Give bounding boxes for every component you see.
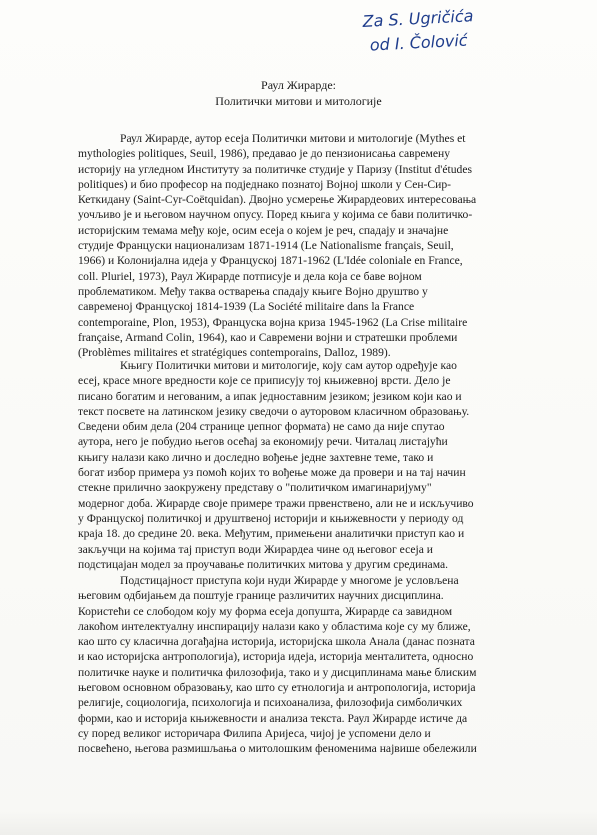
- text-line: Подстицајност приступа који нуди Жирарде у многоме је условљена: [120, 574, 459, 587]
- text-line: студије Француски национализам 1871-1914 (Le Nationalisme français, Seuil,: [78, 239, 454, 253]
- text-line: уочљиво је и његовом научном опусу. Поред књига у којима се бави политичко-: [78, 208, 473, 222]
- scan-edge-shadow: [0, 810, 597, 835]
- handwritten-line-1: Za S. Ugričića: [362, 6, 474, 31]
- text-line: религије, социологија, психологија и психоанализа, филозофија симболичких: [78, 696, 463, 710]
- text-line: Кеткидану (Saint-Cyr-Coëtquidan). Двојно усмерење Жирардеових интересовања: [78, 193, 477, 207]
- text-line: mythologies politiques, Seuil, 1986), предавао је до пензионисања савремену: [78, 147, 451, 161]
- text-line: есеј, красе многе вредности које се приписују тој књижевној врсти. Дело је: [78, 374, 451, 388]
- text-line: 1966) и Колонијална идеја у Француској 1871-1962 (L'Idée coloniale en France,: [78, 254, 463, 268]
- text-line: politiques) и био професор на подједнако познатој Војној школи у Сен-Сир-: [78, 177, 452, 191]
- document-title: [0, 77, 597, 109]
- text-line: текст посвете на латинском језику сведочи о ауторовом класичном образовању.: [78, 404, 470, 418]
- text-line: стекне прилично заокружену представу о "политичком имагинаријуму": [78, 481, 432, 495]
- title-work: Политички митови и митологије: [215, 94, 382, 108]
- text-line: Раул Жирарде, аутор есеја Политички митови и митологије (Mythes et: [120, 132, 466, 145]
- text-line: française, Armand Colin, 1964), као и Савремени војни и стратешки проблеми: [78, 330, 458, 344]
- text-line: закључци на којима тај приступ води Жирардеа чине од његовог есеја и: [78, 542, 433, 556]
- paragraph-2: [78, 358, 534, 572]
- text-line: подстицајан модел за проучавање политичких митова у другим срединама.: [78, 557, 448, 571]
- text-line: као што су класична догађајна историја, историјска школа Анала (данас позната: [78, 635, 475, 649]
- text-line: contemporaine, Plon, 1953), Француска војна криза 1945-1962 (La Crise militaire: [78, 315, 468, 329]
- paragraph-3: [78, 573, 534, 757]
- text-line: су поред великог историчара Филипа Аријеса, чијој је успомени дело и: [78, 726, 431, 740]
- text-line: аутора, него је побудио његов осећај за економију речи. Читалац листајући: [78, 435, 448, 449]
- text-line: посвећено, његова размишљања о митолошким феноменима највише обележили: [78, 742, 477, 756]
- text-line: историју на угледном Институту за политичке студије у Паризу (Institut d'études: [78, 162, 473, 176]
- text-line: Књигу Политички митови и митологије, коју сам аутор одређује као: [120, 359, 457, 372]
- text-line: савременој Француској 1814-1939 (La Société militaire dans la France: [78, 300, 415, 314]
- text-line: богат избор примера уз помоћ којих то вођење може да провери и на тај начин: [78, 466, 466, 480]
- text-line: његовим одбијањем да поштује границе различитих научних дисциплина.: [78, 589, 444, 603]
- text-line: његовом основном образовању, као што су етнологија и антропологија, историја: [78, 681, 476, 695]
- text-line: историјским темама међу које, осим есеја о којем је реч, спадају и значајне: [78, 223, 449, 237]
- text-line: проблематиком. Међу таква остварења спадају књиге Војно друштво у: [78, 284, 428, 298]
- text-line: Сведени обим дела (204 странице џепног формата) не само да није спутао: [78, 420, 445, 434]
- text-line: лакоћом интелектуалну инспирацију налази како у областима које су му ближе,: [78, 619, 471, 633]
- text-line: писано богатим и негованим, а ипак једноставним језиком; језиком који као и: [78, 389, 462, 403]
- handwritten-line-2: od I. Čolović: [369, 30, 469, 55]
- text-line: у Француској политичкој и друштвеној историји и књижевности у периоду од: [78, 511, 464, 525]
- text-line: краја 18. до средине 20. века. Међутим, примењени аналитички приступ као и: [78, 527, 465, 541]
- text-line: Користећи се слободом коју му форма есеја допушта, Жирарде са завидном: [78, 604, 453, 618]
- text-line: политичке науке и политичка филозофија, тако и у дисциплинама мање блиским: [78, 665, 477, 679]
- text-line: модерног доба. Жирарде своје примере тражи првенствено, али не и искључиво: [78, 496, 474, 510]
- paragraph-1: [78, 131, 534, 360]
- text-line: и као историјска антропологија), историја идеја, историја менталитета, односно: [78, 650, 474, 664]
- title-author: Раул Жирарде:: [261, 78, 336, 92]
- text-line: (Problèmes militaires et stratégiques contemporains, Dalloz, 1989).: [78, 346, 391, 360]
- text-line: coll. Pluriel, 1973), Раул Жирарде потписује и дела која се баве војном: [78, 269, 422, 283]
- handwritten-dedication: [362, 0, 564, 58]
- text-line: форми, као и историја књижевности и анализа текста. Раул Жирарде истиче да: [78, 711, 468, 725]
- text-line: књигу налази како лично и доследно вођење једне захтевне теме, тако и: [78, 450, 434, 464]
